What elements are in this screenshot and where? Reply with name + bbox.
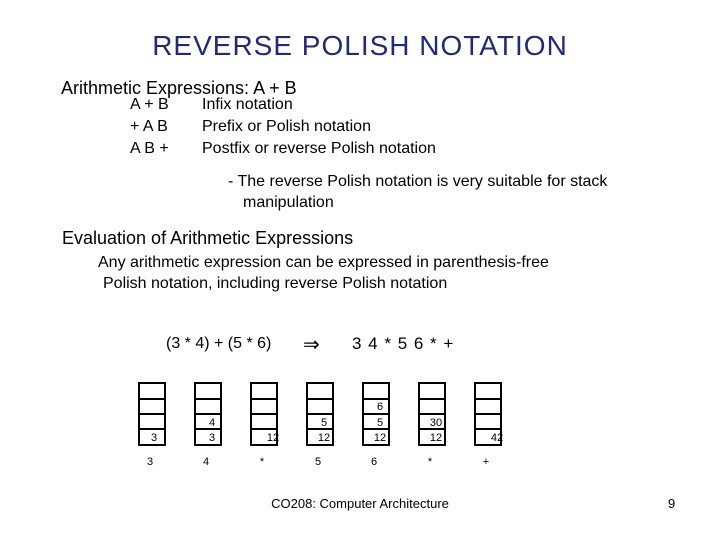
stack-value: 12 — [373, 432, 387, 444]
stack-note-line2: manipulation — [243, 194, 334, 211]
stack-value: 6 — [376, 401, 384, 413]
footer-course: CO208: Computer Architecture — [271, 496, 449, 511]
stack-cell-divider — [476, 413, 500, 415]
stack-value: 3 — [208, 432, 216, 444]
infix-example: (3 * 4) + (5 * 6) — [166, 335, 272, 352]
arithmetic-heading: Arithmetic Expressions: A + B — [61, 78, 297, 98]
prefix-expression: + A B — [130, 118, 168, 135]
stack-value: 3 — [150, 432, 158, 444]
stack-token: * — [259, 456, 265, 468]
stack-cell-divider — [196, 413, 220, 415]
stack-token: 6 — [370, 456, 378, 468]
evaluation-heading: Evaluation of Arithmetic Expressions — [62, 228, 354, 248]
stack-value: 5 — [376, 417, 384, 429]
stack-value: 12 — [266, 432, 280, 444]
page-title: REVERSE POLISH NOTATION — [152, 30, 568, 61]
stack-cell-divider — [196, 398, 220, 400]
stack-cell-divider — [140, 398, 164, 400]
postfix-example: 3 4 * 5 6 * + — [352, 334, 455, 353]
infix-expression: A + B — [130, 96, 169, 113]
prefix-description: Prefix or Polish notation — [202, 118, 371, 135]
postfix-description: Postfix or reverse Polish notation — [202, 140, 436, 157]
postfix-expression: A B + — [130, 140, 169, 157]
implies-arrow-icon: ⇒ — [303, 334, 320, 356]
stack-value: 30 — [429, 417, 443, 429]
stack-token: 4 — [202, 456, 210, 468]
stack-cell-divider — [140, 428, 164, 430]
stack-note-line1: - The reverse Polish notation is very suitable for stack — [228, 173, 608, 190]
evaluation-description-line2: Polish notation, including reverse Polish notation — [103, 275, 448, 292]
infix-description: Infix notation — [202, 96, 293, 113]
evaluation-description-line1: Any arithmetic expression can be expressed in parenthesis-free — [98, 254, 549, 271]
stack-cell-divider — [308, 398, 332, 400]
stack-value: 5 — [320, 417, 328, 429]
stack-value: 4 — [208, 417, 216, 429]
stack-token: * — [427, 456, 433, 468]
stack-cell-divider — [252, 413, 276, 415]
stack-cell-divider — [476, 398, 500, 400]
stack-value: 42 — [490, 432, 504, 444]
stack-value: 12 — [317, 432, 331, 444]
stack-cell-divider — [420, 413, 444, 415]
stack-cell-divider — [420, 398, 444, 400]
stack-token: 5 — [314, 456, 322, 468]
page-number: 9 — [668, 496, 676, 511]
stack-cell-divider — [252, 398, 276, 400]
stack-cell-divider — [364, 413, 388, 415]
stack-cell-divider — [140, 413, 164, 415]
stack-cell-divider — [476, 428, 500, 430]
evaluation-description — [98, 252, 549, 294]
stack-token: 3 — [146, 456, 154, 468]
stack-note — [228, 171, 688, 213]
stack-token: + — [482, 456, 490, 468]
stack-value: 12 — [429, 432, 443, 444]
stack-cell-divider — [364, 398, 388, 400]
stack-cell-divider — [252, 428, 276, 430]
stack-cell-divider — [308, 413, 332, 415]
